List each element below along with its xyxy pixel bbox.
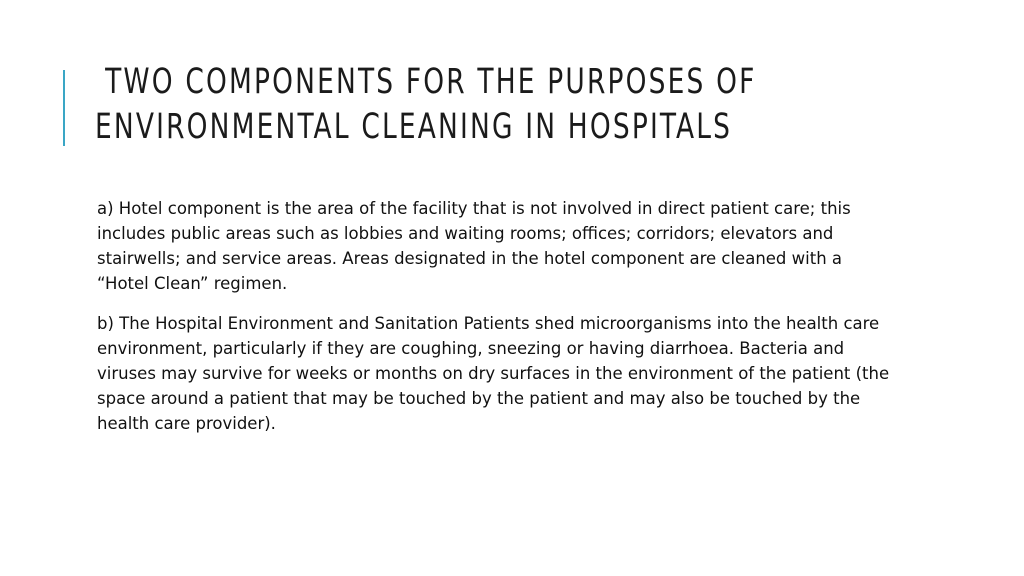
title-line-1: TWO COMPONENTS FOR THE PURPOSES OF xyxy=(105,62,757,102)
paragraph-hotel-component: a) Hotel component is the area of the facility that is not involved in direct patient care; this includes public areas such as lobbies and waiting rooms; offices; corridors; elevators and stairwells; and service areas. Areas designated in the hotel component are cleaned with a “Hotel Clean” regimen. xyxy=(97,199,851,293)
title-line-2: ENVIRONMENTAL CLEANING IN HOSPITALS xyxy=(95,107,733,147)
slide-body xyxy=(97,196,897,451)
slide-title xyxy=(95,60,834,150)
title-accent-bar xyxy=(63,70,65,146)
paragraph-hospital-environment: b) The Hospital Environment and Sanitation Patients shed microorganisms into the health care environment, particularly if they are coughing, sneezing or having diarrhoea. Bacteria and viruses may survive for weeks or months on dry surfaces in the environment of the patient (the space around a patient that may be touched by the patient and may also be touched by the health care provider). xyxy=(97,314,890,433)
